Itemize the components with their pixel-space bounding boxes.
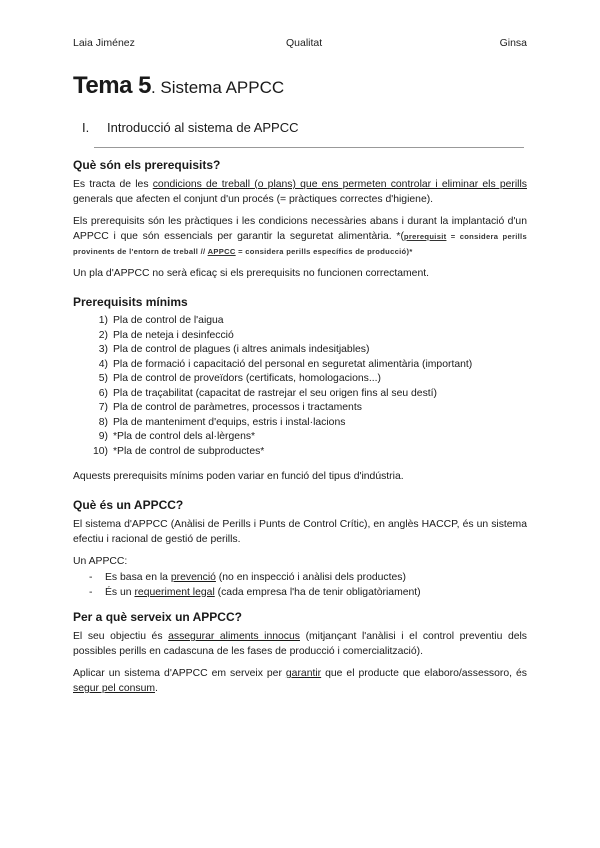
paragraph-prereq-3: Un pla d'APPCC no serà eficaç si els prerequisits no funcionen correctament. [73, 268, 430, 279]
list-item: 6) Pla de traçabilitat (capacitat de rastrejar el seu origen fins al seu destí) [98, 387, 438, 399]
paragraph-prereq-2: Els prerequisits són les pràctiques i les condicions necessàries abans i durant la implantació d'un APPCC i que són essencials per garantir la seguretat alimentària. *(prerequisit = considera perills provinents de l'entorn de treball // APPCC = considera perills específics de producció)* [73, 216, 527, 256]
section-label: Introducció al sistema de APPCC [107, 120, 299, 135]
list-item: 8) Pla de manteniment d'equips, estris i instal·lacions [98, 416, 346, 428]
list-item: 3) Pla de control de plagues (i altres animals indesitjables) [98, 344, 370, 355]
list-item: 10) *Pla de control de subproductes* [92, 445, 265, 457]
heading-prerequisits: Què són els prerequisits? [73, 158, 221, 172]
paragraph-prereq-1: Es tracta de les condicions de treball (o plans) que ens permeten controlar i eliminar els perills generals que afecten el conjunt d'un procés (= pràctiques correctes d'higiene). [73, 179, 527, 205]
header-author: Laia Jiménez [73, 37, 135, 49]
list-item: 1) Pla de control de l'aigua [98, 315, 224, 326]
paragraph-appcc-1: El sistema d'APPCC (Anàlisi de Perills i Punts de Control Crític), en anglès HACCP, és un sistema efectiu i racional de gestió de perills. [73, 519, 527, 545]
list-item: 7) Pla de control de paràmetres, processos i tractaments [98, 402, 362, 413]
section-heading [82, 120, 298, 135]
list-item: 4) Pla de formació i capacitació del personal en seguretat alimentària (important) [98, 358, 473, 370]
section-number: I. [82, 120, 90, 135]
paragraph-appcc-2: Un APPCC: [73, 556, 128, 567]
heading-minims: Prerequisits mínims [73, 295, 188, 309]
header-company: Ginsa [499, 37, 527, 49]
list-item: 2) Pla de neteja i desinfecció [98, 329, 234, 341]
list-item: - És un requeriment legal (cada empresa l'ha de tenir obligatòriament) [89, 586, 421, 598]
heading-serveix: Per a què serveix un APPCC? [73, 610, 242, 624]
list-item: 5) Pla de control de proveïdors (certificats, homologacions...) [98, 373, 381, 384]
paragraph-serveix-1: El seu objectiu és assegurar aliments innocus (mitjançant l'anàlisi i el control preventiu dels possibles perills en cadascuna de les fases de producció i comercialització). [73, 631, 528, 657]
title-sub: . Sistema APPCC [150, 78, 285, 97]
title-main: Tema 5 [73, 72, 151, 99]
paragraph-minims-note: Aquests prerequisits mínims poden variar en funció del tipus d'indústria. [73, 471, 404, 482]
heading-appcc: Què és un APPCC? [73, 498, 184, 512]
section-divider [94, 147, 524, 148]
header-subject: Qualitat [286, 37, 323, 49]
paragraph-serveix-2: Aplicar un sistema d'APPCC em serveix per garantir que el producte que elaboro/assessoro, és segur pel consum. [73, 668, 527, 694]
document-body [73, 157, 527, 703]
appcc-bullets [89, 571, 527, 600]
prerequisits-list [90, 314, 527, 459]
list-item: 9) *Pla de control dels al·lèrgens* [98, 431, 256, 442]
page-title [73, 72, 284, 100]
list-item: - Es basa en la prevenció (no en inspecció i anàlisi dels productes) [89, 572, 406, 583]
